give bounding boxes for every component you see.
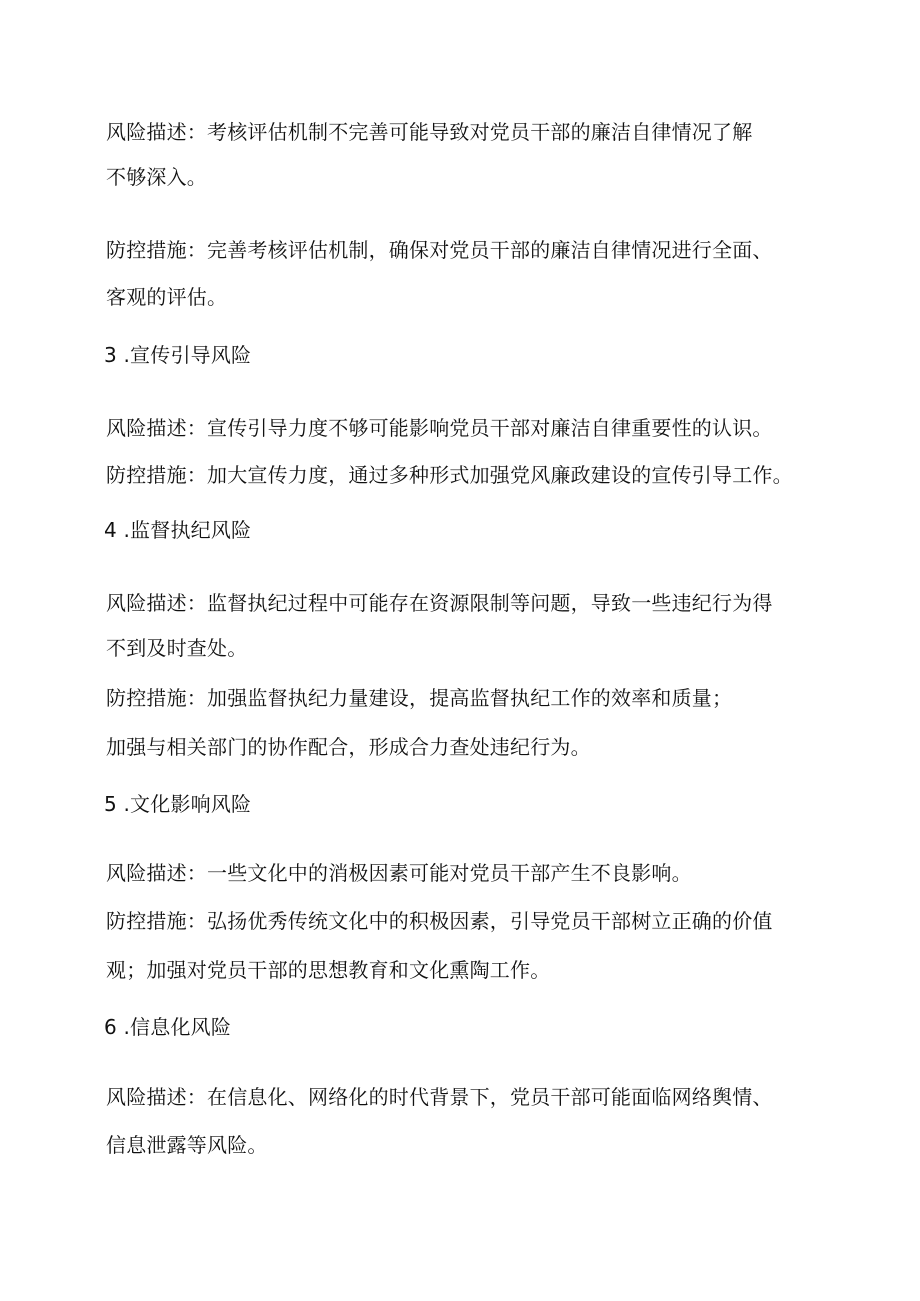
paragraph-line: 不够深入。 (106, 165, 207, 189)
paragraph-line: 加强与相关部门的协作配合，形成合力查处违纪行为。 (106, 735, 591, 759)
section-heading: 3 .宣传引导风险 (104, 343, 252, 367)
paragraph-line: 信息泄露等风险。 (106, 1133, 268, 1157)
paragraph-line: 防控措施：加强监督执纪力量建设，提高监督执纪工作的效率和质量； (106, 686, 733, 710)
paragraph-line: 防控措施：完善考核评估机制，确保对党员干部的廉洁自律情况进行全面、 (106, 238, 773, 262)
paragraph-line: 风险描述：一些文化中的消极因素可能对党员干部产生不良影响。 (106, 861, 692, 885)
paragraph-line: 观；加强对党员干部的思想教育和文化熏陶工作。 (106, 958, 551, 982)
paragraph-line: 防控措施：弘扬优秀传统文化中的积极因素，引导党员干部树立正确的价值 (106, 909, 773, 933)
section-heading: 4 .监督执纪风险 (104, 518, 252, 542)
paragraph-line: 风险描述：考核评估机制不完善可能导致对党员干部的廉洁自律情况了解 (106, 120, 753, 144)
paragraph-line: 不到及时查处。 (106, 636, 248, 660)
paragraph-line: 客观的评估。 (106, 285, 228, 309)
section-heading: 6 .信息化风险 (104, 1015, 232, 1039)
section-heading: 5 .文化影响风险 (104, 792, 252, 816)
paragraph-line: 风险描述：宣传引导力度不够可能影响党员干部对廉洁自律重要性的认识。 (106, 416, 773, 440)
paragraph-line: 风险描述：在信息化、网络化的时代背景下，党员干部可能面临网络舆情、 (106, 1085, 773, 1109)
paragraph-line: 防控措施：加大宣传力度，通过多种形式加强党风廉政建设的宣传引导工作。 (106, 463, 793, 487)
paragraph-line: 风险描述：监督执纪过程中可能存在资源限制等问题，导致一些违纪行为得 (106, 591, 773, 615)
